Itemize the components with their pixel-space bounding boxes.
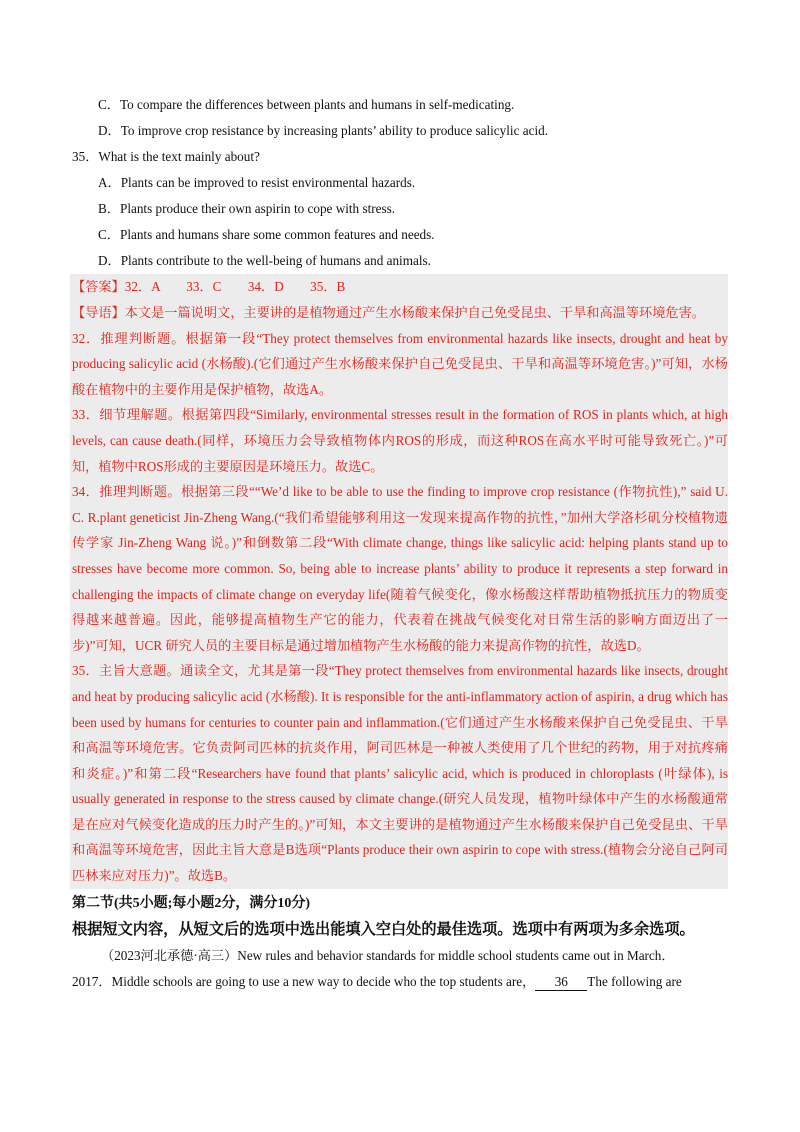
explanation-33: 33．细节理解题。根据第四段“Similarly, environmental stresses result in the formation of ROS in plants which, at high levels, can cause death.(同样，环境压力会导致植物体内ROS的形成，而这种ROS在高水平时可能导致死亡。)”可知，植物中ROS形成的主要原因是环境压力。故选C。 xyxy=(72,407,728,474)
section-heading: 第二节(共5小题;每小题2分，满分10分) xyxy=(72,895,310,911)
question-35: 35．What is the text mainly about? xyxy=(72,149,260,164)
blank-36: 36 xyxy=(535,974,587,991)
option-b: B．Plants produce their own aspirin to cope with stress. xyxy=(98,201,396,216)
option-c: C．Plants and humans share some common features and needs. xyxy=(98,227,435,242)
passage-line-1: （2023河北承德·高三）New rules and behavior standards for middle school students came out in March． xyxy=(101,947,675,963)
section-instruction: 根据短文内容，从短文后的选项中选出能填入空白处的最佳选项。选项中有两项为多余选项。 xyxy=(72,920,695,938)
document-page xyxy=(72,92,728,995)
passage-text-b: The following are xyxy=(587,973,682,989)
answer-block xyxy=(70,274,728,889)
option-d: D．Plants contribute to the well-being of humans and animals. xyxy=(98,253,431,268)
passage-line-2 xyxy=(72,969,728,995)
explanation-32: 32．推理判断题。根据第一段“They protect themselves from environmental hazards like insects, drought and heat by producing salicylic acid (水杨酸).(它们通过产生水杨酸来保护自己免受昆虫、干旱和高温等环境危害。)”可知，水杨酸在植物中的主要作用是保护植物，故选A。 xyxy=(72,330,728,397)
option-d-prev: D．To improve crop resistance by increasing plants’ ability to produce salicylic acid. xyxy=(98,123,548,138)
explanation-34: 34．推理判断题。根据第三段““We’d like to be able to use the finding to improve crop resistance (作物抗性),” said U. C. R.plant geneticist Jin-Zheng Wang.(“我们希望能够利用这一发现来提高作物的抗性，”加州大学洛杉矶分校植物遗传学家 Jin-Zheng Wang 说。)”和倒数第二段“With climate change, things like salicylic acid: helping plants stand up to stresses have become more common. So, being able to increase plants’ ability to produce it represents a step forward in challenging the impacts of climate change on everyday life(随着气候变化，像水杨酸这样帮助植物抵抗压力的物质变得越来越普遍。因此，能够提高植物生产它的能力，代表着在挑战气候变化对日常生活的影响方面迈出了一步)”可知，UCR 研究人员的主要目标是通过增加植物产生水杨酸的能力来提高作物的抗性，故选D。 xyxy=(72,484,728,653)
option-c-prev: C．To compare the differences between plants and humans in self-medicating. xyxy=(98,97,515,112)
guide-text: 【导语】本文是一篇说明文，主要讲的是植物通过产生水杨酸来保护自己免受昆虫、干旱和高温等环境危害。 xyxy=(72,305,705,320)
answer-line: 【答案】32．A 33．C 34．D 35．B xyxy=(72,279,346,294)
passage-text-a: 2017．Middle schools are going to use a new way to decide who the top students are， xyxy=(72,973,536,989)
option-a: A．Plants can be improved to resist environmental hazards. xyxy=(98,175,416,190)
explanation-35: 35．主旨大意题。通读全文，尤其是第一段“They protect themselves from environmental hazards like insects, drought and heat by producing salicylic acid (水杨酸). It is responsible for the anti-inflammatory action of aspirin, a drug which has been used by humans for centuries to counter pain and inflammation.(它们通过产生水杨酸来保护自己免受昆虫、干旱和高温等环境危害。它负责阿司匹林的抗炎作用，阿司匹林是一种被人类使用了几个世纪的药物，用于对抗疼痛和炎症。)”和第二段“Researchers have found that plants’ salicylic acid, which is produced in chloroplasts (叶绿体), is usually generated in response to the stress caused by climate change.(研究人员发现，植物叶绿体中产生的水杨酸通常是在应对气候变化造成的压力时产生的。)”可知，本文主要讲的是植物通过产生水杨酸来保护自己免受昆虫、干旱和高温等环境危害，因此主旨大意是B选项“Plants produce their own aspirin to cope with stress.(植物会分泌自己阿司匹林来应对压力)”。故选B。 xyxy=(72,663,728,884)
